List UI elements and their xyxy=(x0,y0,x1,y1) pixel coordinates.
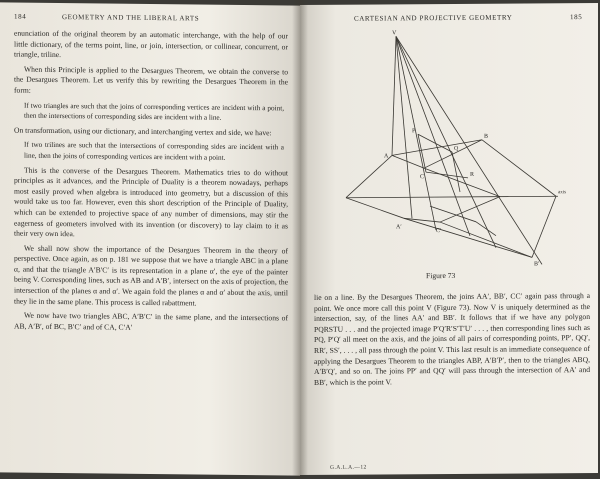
ray-line xyxy=(392,36,396,155)
figure-caption: Figure 73 xyxy=(426,270,456,281)
label-v: V xyxy=(392,30,397,37)
left-body-text xyxy=(14,29,288,339)
label-a: A xyxy=(384,153,389,160)
quoted-theorem: If two triangles are such that the joins of corresponding vertices are incident with a point, then the intersections of corresponding sides are incident with a line. xyxy=(24,101,284,122)
right-body-text xyxy=(314,291,590,392)
polygon-edge xyxy=(430,206,476,222)
left-running-head: GEOMETRY AND THE LIBERAL ARTS xyxy=(62,13,200,23)
figure-73-diagram xyxy=(300,21,598,281)
axis-line xyxy=(346,196,558,197)
ray-line xyxy=(396,36,496,249)
paragraph: We shall now show the importance of the Desargues Theorem in the theory of perspective. Once again, as on p. 181 we suppose that we have a triangle ABC in a plane α, and that the triangle A′B′C′ is its representation in a plane α′, the eye of the painter being V. Corresponding lines, such as AB and A′B′, intersect on the axis of projection, the intersection of the planes α and α′. We again fold the planes α and α′ about the axis, until they lie in the same plane. This process is called rabattment. xyxy=(14,243,288,308)
label-p: P xyxy=(412,128,416,135)
ray-line xyxy=(396,36,412,218)
label-c: C xyxy=(420,174,425,181)
left-page-number: 184 xyxy=(14,12,27,21)
axis-join xyxy=(532,196,556,257)
polygon-edge xyxy=(452,152,460,192)
ray-line xyxy=(396,36,470,237)
paragraph: We now have two triangles ABC, A′B′C′ in the same plane, and the intersections of AB, A′B′, of BC, B′C′ and of CA, C′A′ xyxy=(14,310,288,332)
ray-line xyxy=(396,36,436,230)
right-page xyxy=(300,3,598,475)
polygon-edge xyxy=(476,222,496,236)
quoted-converse: If two trilines are such that the intersections of corresponding sides are incident with a line, then the joins of corresponding vertices are incident with a point. xyxy=(24,141,284,162)
label-a-prime: A′ xyxy=(396,224,402,231)
label-b-prime: B′ xyxy=(534,261,540,268)
paragraph: lie on a line. By the Desargues Theorem, the joins AA′, BB′, CC′ again pass through a point. We once more call this point V (Figure 73). Now V is uniquely determined as the intersection, say, of the lines AA′ and BB′. It follows that if we have any polygon PQRSTU . . . and the projected image P′Q′R′S′T′U′ . . . , then corresponding lines such as PQ, P′Q′ all meet on the axis, and the joins of all pairs of corresponding points, PP′, QQ′, RR′, SS′, . . . , all pass through the point V. This last result is an immediate consequence of applying the Desargues Theorem to the triangles ABP, A′B′P′, then to the triangles ABQ, A′B′Q′, and so on. The joins PP′ and QQ′ will pass through the intersection of AA′ and BB′, which is the point V. xyxy=(314,291,590,387)
right-page-number: 185 xyxy=(570,13,583,22)
axis-join xyxy=(424,168,500,198)
left-page xyxy=(0,2,300,475)
paragraph: This is the converse of the Desargues Theorem. Mathematics tries to do without principles as it advances, and the Principle of Duality is a theorem nowadays, perhaps most easily proved when algebra is introduced into geometry, but a discussion of this would take us too far. However, even this short description of the Principle of Duality, which can be extended to projective space of any number of dimensions, may stir the eagerness of geometers involved with its invention (or discovery) to lay claim to it as their very own idea. xyxy=(14,165,288,239)
triangle-side xyxy=(392,155,424,168)
axis-join xyxy=(346,155,392,197)
axis-join xyxy=(440,197,500,222)
signature-mark: G.A.L.A.—12 xyxy=(330,464,367,471)
axis-join xyxy=(346,197,404,218)
right-running-head: CARTESIAN AND PROJECTIVE GEOMETRY xyxy=(354,13,513,23)
label-axis: axis xyxy=(558,190,567,196)
paragraph: On transformation, using our dictionary, and interchanging vertex and side, we have: xyxy=(14,125,272,138)
label-r: R xyxy=(470,171,475,178)
paragraph: When this Principle is applied to the Desargues Theorem, we obtain the converse to the Desargues Theorem. Let us verify this by rewriting the Desargues Theorem in the form: xyxy=(14,64,288,95)
ray-line xyxy=(396,35,542,268)
label-q: Q xyxy=(454,145,459,152)
triangle-side xyxy=(404,217,532,258)
label-c-prime: C′ xyxy=(436,228,442,235)
triangle-side xyxy=(424,140,482,168)
paragraph: enunciation of the original theorem by an automatic interchange, with the help of our little dictionary, of the terms point, line, or join, intersection, or collinear, concurrent, or triangle, triline. xyxy=(14,28,288,60)
label-b: B xyxy=(484,133,489,140)
